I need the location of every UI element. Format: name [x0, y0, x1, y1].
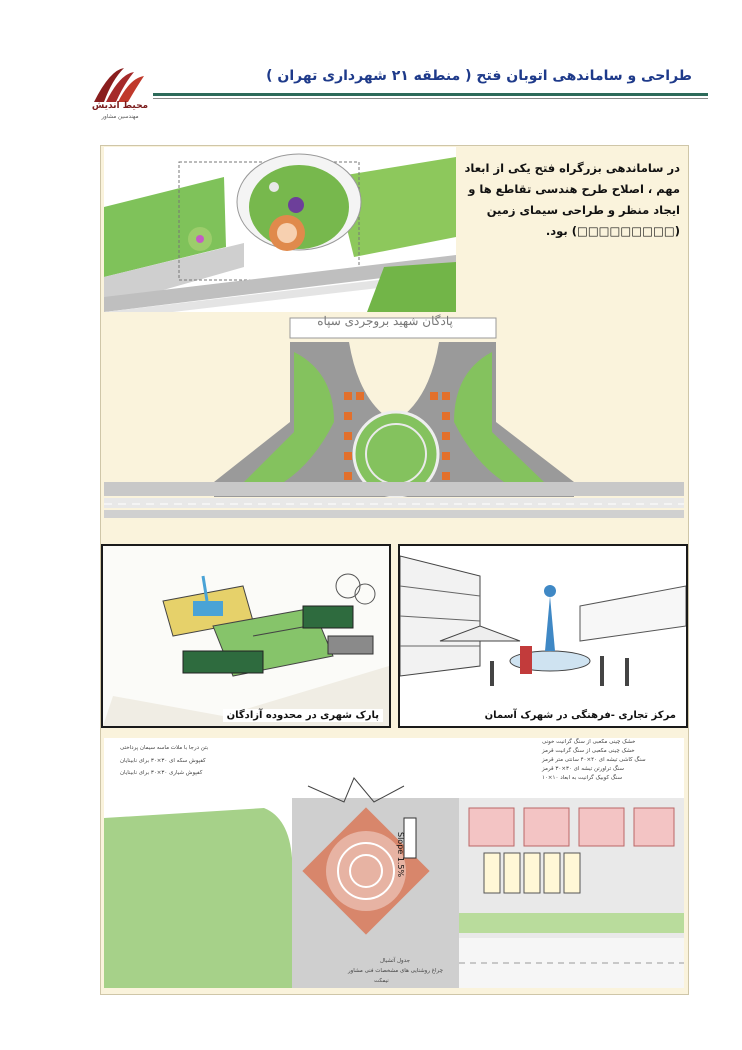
- title-rule: [153, 93, 708, 96]
- note-bottom-3: نیمکت: [374, 978, 389, 984]
- sketch-commercial-caption: مرکز تجاری -فرهنگی در شهرک آسمان: [481, 709, 680, 722]
- note-left-2: کفپوش سکه ای ۳۰×۳۰ برای نابینایان: [120, 758, 206, 764]
- sketch-commercial-frame: [398, 544, 688, 728]
- note-bottom-2: چراغ روشنایی های مشخصات فنی مشاور: [348, 968, 443, 974]
- commercial-sketch: [400, 546, 686, 726]
- logo-subtitle: مهندسین مشاور: [101, 114, 139, 120]
- main-site-plan: [104, 312, 684, 530]
- title-rule-thin: [153, 98, 708, 99]
- intro-text: در ساماندهی بزرگراه فتح یکی از ابعاد مهم ، اصلاح طرح هندسی تقاطع ها و ایجاد منظر و طراحی سیمای زمین (□□□□□□□□□) بود.: [464, 161, 680, 238]
- plan-heading: پادگان شهید بروجردی سپاه: [317, 314, 453, 328]
- aerial-plan-drawing: [104, 147, 456, 320]
- note-bottom-1: جدول آتشیال: [380, 958, 410, 964]
- sketch-park-caption: پارک شهری در محدوده آزادگان: [223, 709, 383, 722]
- note-left-1: بتن درجا با ملات ماسه سیمان پرداختی: [120, 745, 209, 751]
- slope-label: Slope 1.5%: [396, 832, 405, 878]
- note-right-5: سنگ کوبیک گرانیت به ابعاد ۱۰×۱۰: [542, 775, 623, 781]
- park-sketch: [103, 546, 389, 726]
- note-right-2: خشک چینی مکعبی از سنگ گرانیت قرمز: [542, 748, 635, 754]
- note-left-3: کفپوش شیاری ۳۰×۳۰ برای نابینایان: [120, 770, 203, 776]
- note-right-3: سنگ کاشی تیشه ای ۴۰×۴۰ سانتی متر قرمز: [542, 757, 646, 763]
- logo-name: محیط اندیش: [91, 101, 149, 111]
- note-right-1: خشک چینی مکعبی از سنگ گرانیت خونی: [542, 739, 636, 745]
- note-right-4: سنگ تراورتن تیشه ای ۳۰×۳۰ قرمز: [542, 766, 625, 772]
- page-title: طراحی و ساماندهی اتوبان فتح ( منطقه ۲۱ شهرداری تهران ): [266, 68, 692, 84]
- sketch-park-frame: [101, 544, 391, 728]
